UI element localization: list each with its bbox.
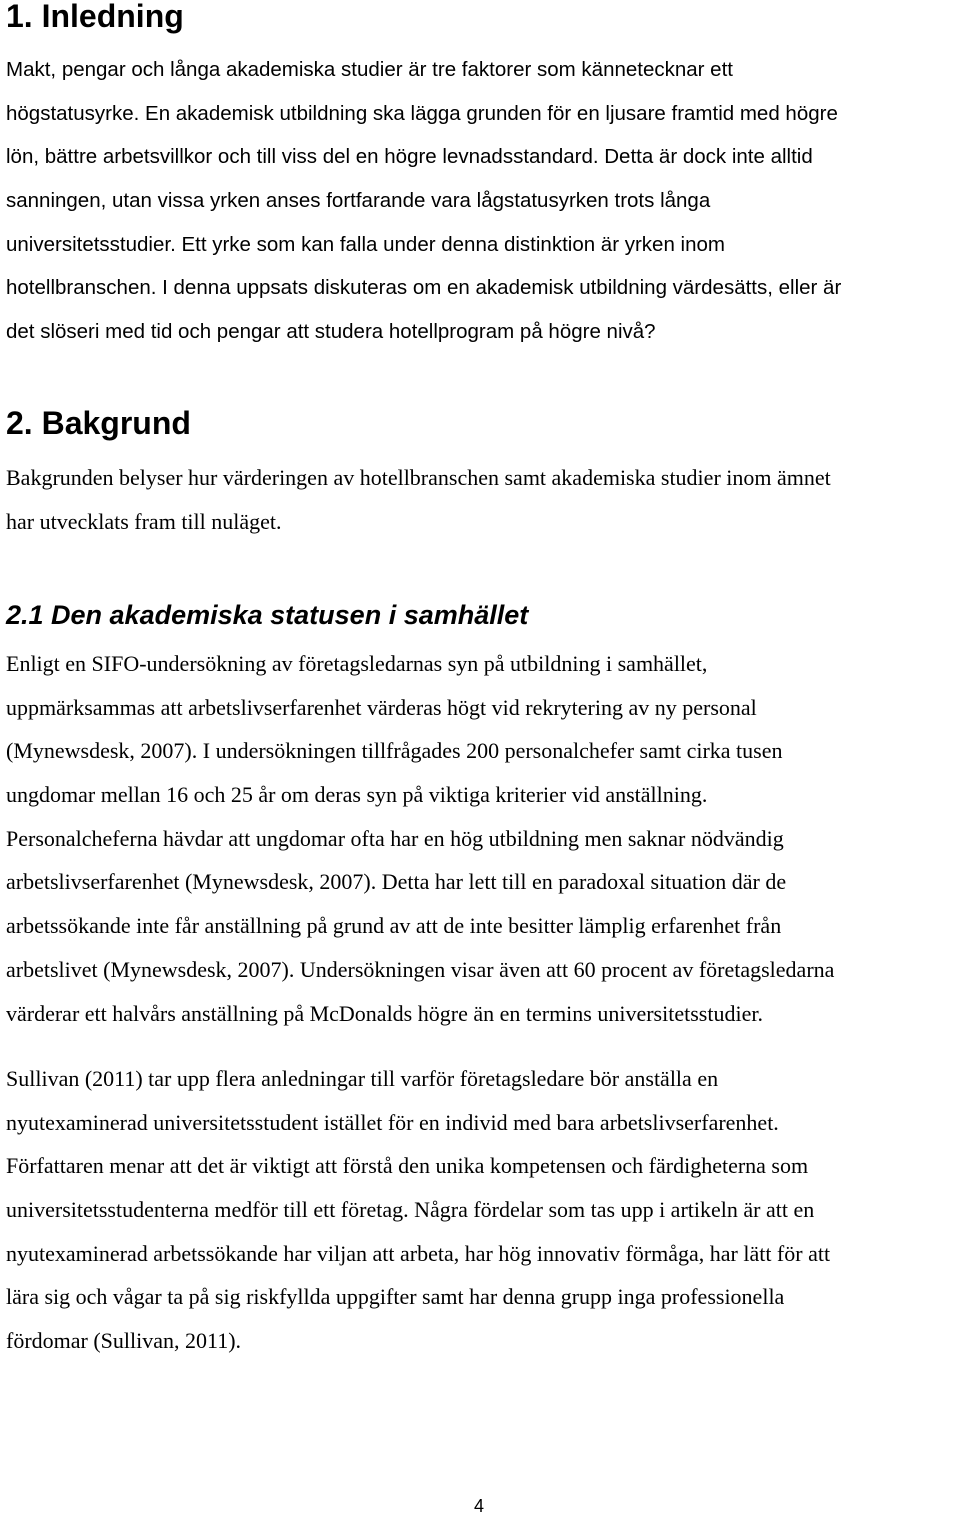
paragraph-line: nyutexaminerad universitetsstudent istället för en individ med bara arbetslivserfarenhet. bbox=[6, 1109, 779, 1135]
section-2-1-paragraph-2 bbox=[6, 1057, 956, 1363]
paragraph-line: värderar ett halvårs anställning på McDonalds högre än en termins universitetsstudier. bbox=[6, 1000, 763, 1026]
paragraph-line: arbetslivserfarenhet (Mynewsdesk, 2007). Detta har lett till en paradoxal situation där de bbox=[6, 869, 787, 895]
section-2-1-heading: 2.1 Den akademiska statusen i samhället bbox=[6, 600, 529, 630]
paragraph-line: det slöseri med tid och pengar att studera hotellprogram på högre nivå? bbox=[6, 320, 656, 344]
paragraph-line: Sullivan (2011) tar upp flera anledningar till varför företagsledare bör anställa en bbox=[6, 1066, 719, 1091]
section-2-paragraph bbox=[6, 456, 956, 543]
paragraph-line: nyutexaminerad arbetssökande har viljan att arbeta, har hög innovativ förmåga, har lätt för att bbox=[6, 1240, 831, 1266]
paragraph-line: Makt, pengar och långa akademiska studier är tre faktorer som kännetecknar ett bbox=[6, 58, 733, 81]
paragraph-line: universitetsstudenterna medför till ett företag. Några fördelar som tas upp i artikeln är att en bbox=[6, 1197, 815, 1223]
paragraph-line: Enligt en SIFO-undersökning av företagsledarnas syn på utbildning i samhället, bbox=[6, 651, 708, 676]
section-2-1-paragraph-1 bbox=[6, 642, 956, 1035]
section-1-heading: 1. Inledning bbox=[6, 0, 184, 34]
paragraph-line: lära sig och vågar ta på sig riskfyllda uppgifter samt har denna grupp inga professionella bbox=[6, 1284, 785, 1310]
paragraph-line: lön, bättre arbetsvillkor och till viss del en högre levnadsstandard. Detta är dock inte alltid bbox=[6, 145, 813, 169]
section-2-heading: 2. Bakgrund bbox=[6, 405, 191, 441]
paragraph-line: Bakgrunden belyser hur värderingen av hotellbranschen samt akademiska studier inom ämnet bbox=[6, 465, 831, 490]
paragraph-line: universitetsstudier. Ett yrke som kan falla under denna distinktion är yrken inom bbox=[6, 232, 725, 256]
paragraph-line: Författaren menar att det är viktigt att förstå den unika kompetensen och färdigheterna som bbox=[6, 1153, 809, 1179]
paragraph-line: fördomar (Sullivan, 2011). bbox=[6, 1328, 242, 1354]
paragraph-line: ungdomar mellan 16 och 25 år om deras syn på viktiga kriterier vid anställning. bbox=[6, 782, 708, 808]
page-number: 4 bbox=[474, 1496, 485, 1516]
paragraph-line: hotellbranschen. I denna uppsats diskuteras om en akademisk utbildning värdesätts, eller är bbox=[6, 276, 842, 300]
paragraph-line: arbetslivet (Mynewsdesk, 2007). Undersökningen visar även att 60 procent av företagsledarna bbox=[6, 956, 835, 982]
paragraph-line: sanningen, utan vissa yrken anses fortfarande vara lågstatusyrken trots långa bbox=[6, 189, 711, 213]
paragraph-line: (Mynewsdesk, 2007). I undersökningen tillfrågades 200 personalchefer samt cirka tusen bbox=[6, 738, 783, 764]
paragraph-line: Personalcheferna hävdar att ungdomar ofta har en hög utbildning men saknar nödvändig bbox=[6, 825, 784, 851]
paragraph-line: högstatusyrke. En akademisk utbildning ska lägga grunden för en ljusare framtid med högre bbox=[6, 101, 838, 125]
paragraph-line: har utvecklats fram till nuläget. bbox=[6, 508, 282, 534]
paragraph-line: uppmärksammas att arbetslivserfarenhet värderas högt vid rekrytering av ny personal bbox=[6, 694, 757, 720]
section-1-paragraph bbox=[6, 48, 956, 354]
paragraph-line: arbetssökande inte får anställning på grund av att de inte besitter lämplig erfarenhet från bbox=[6, 913, 782, 939]
